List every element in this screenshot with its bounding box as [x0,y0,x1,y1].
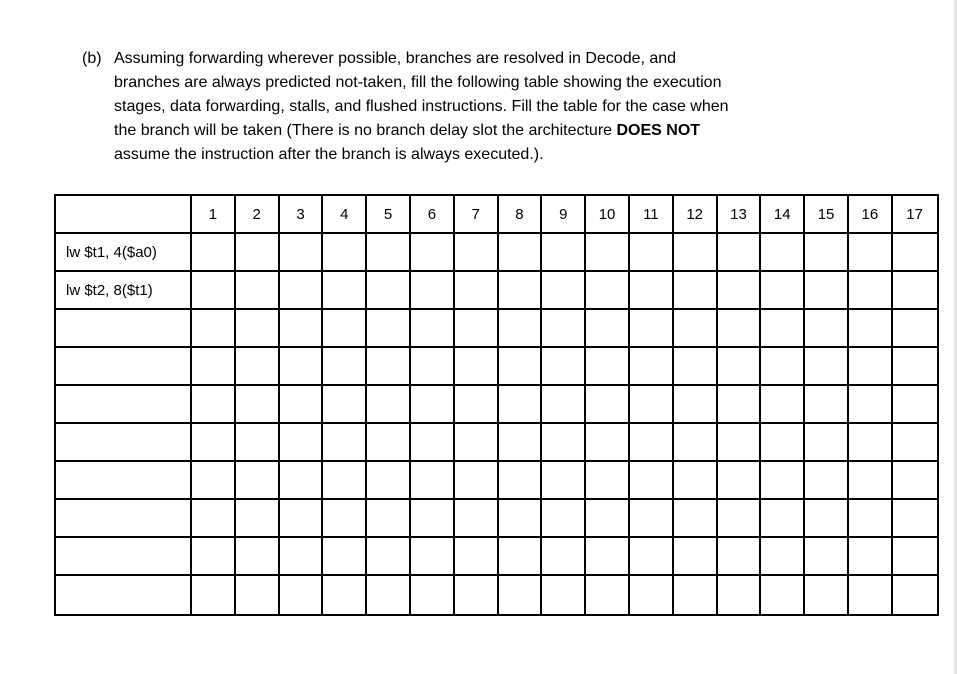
stage-cell[interactable] [411,424,455,462]
pipeline-execution-table [54,194,939,616]
cycle-header-10: 10 [586,196,630,234]
stage-cell[interactable] [761,500,805,538]
stage-cell[interactable] [893,386,937,424]
stage-cell[interactable] [761,538,805,576]
stage-cell[interactable] [586,576,630,614]
stage-cell[interactable] [192,538,236,576]
instruction-cell[interactable] [56,310,192,348]
stage-cell[interactable] [411,234,455,272]
stage-cell[interactable] [280,424,324,462]
cycle-header-3: 3 [280,196,324,234]
stage-cell[interactable] [280,348,324,386]
stage-cell[interactable] [323,310,367,348]
stage-cell[interactable] [411,348,455,386]
stage-cell[interactable] [718,234,762,272]
stage-cell[interactable] [280,576,324,614]
stage-cell[interactable] [586,424,630,462]
stage-cell[interactable] [280,272,324,310]
stage-cell[interactable] [630,424,674,462]
stage-cell[interactable] [411,538,455,576]
cycle-header-12: 12 [674,196,718,234]
cycle-header-7: 7 [455,196,499,234]
stage-cell[interactable] [718,348,762,386]
stage-cell[interactable] [805,386,849,424]
cycle-header-13: 13 [718,196,762,234]
stage-cell[interactable] [455,234,499,272]
stage-cell[interactable] [718,500,762,538]
stage-cell[interactable] [586,310,630,348]
stage-cell[interactable] [674,576,718,614]
stage-cell[interactable] [805,424,849,462]
stage-cell[interactable] [761,234,805,272]
stage-cell[interactable] [323,348,367,386]
cycle-header-16: 16 [849,196,893,234]
stage-cell[interactable] [542,310,586,348]
stage-cell[interactable] [455,386,499,424]
stage-cell[interactable] [805,272,849,310]
stage-cell[interactable] [849,462,893,500]
stage-cell[interactable] [761,424,805,462]
stage-cell[interactable] [542,538,586,576]
cycle-header-4: 4 [323,196,367,234]
stage-cell[interactable] [849,272,893,310]
stage-cell[interactable] [499,234,543,272]
stage-cell[interactable] [367,462,411,500]
stage-cell[interactable] [849,424,893,462]
stage-cell[interactable] [499,576,543,614]
stage-cell[interactable] [323,424,367,462]
instruction-cell[interactable] [56,462,192,500]
table-header-row [56,196,937,234]
stage-cell[interactable] [805,576,849,614]
question-line-3: stages, data forwarding, stalls, and flushed instructions. Fill the table for the case when [114,98,729,115]
stage-cell[interactable] [630,310,674,348]
stage-cell[interactable] [542,348,586,386]
stage-cell[interactable] [542,272,586,310]
table-row [56,234,937,272]
stage-cell[interactable] [411,576,455,614]
question-text [82,47,842,167]
stage-cell[interactable] [586,462,630,500]
instruction-cell[interactable] [56,500,192,538]
question-line-4-bold: DOES NOT [616,122,701,139]
stage-cell[interactable] [718,538,762,576]
stage-cell[interactable] [411,310,455,348]
stage-cell[interactable] [849,234,893,272]
cycle-header-14: 14 [761,196,805,234]
stage-cell[interactable] [893,424,937,462]
stage-cell[interactable] [236,500,280,538]
stage-cell[interactable] [499,386,543,424]
table-row [56,348,937,386]
stage-cell[interactable] [674,462,718,500]
question-body [114,47,842,167]
stage-cell[interactable] [674,424,718,462]
stage-cell[interactable] [499,424,543,462]
stage-cell[interactable] [761,576,805,614]
stage-cell[interactable] [192,576,236,614]
table-row [56,424,937,462]
stage-cell[interactable] [192,462,236,500]
stage-cell[interactable] [718,272,762,310]
instruction-cell[interactable] [56,348,192,386]
stage-cell[interactable] [367,386,411,424]
stage-cell[interactable] [455,310,499,348]
stage-cell[interactable] [805,500,849,538]
instruction-cell[interactable] [56,386,192,424]
stage-cell[interactable] [280,234,324,272]
stage-cell[interactable] [586,348,630,386]
stage-cell[interactable] [192,386,236,424]
stage-cell[interactable] [630,576,674,614]
cycle-header-8: 8 [499,196,543,234]
table-row [56,386,937,424]
stage-cell[interactable] [586,234,630,272]
table-row [56,576,937,614]
stage-cell[interactable] [805,310,849,348]
stage-cell[interactable] [323,234,367,272]
stage-cell[interactable] [323,386,367,424]
stage-cell[interactable] [674,310,718,348]
instruction-cell[interactable] [56,576,192,614]
stage-cell[interactable] [367,234,411,272]
stage-cell[interactable] [586,500,630,538]
stage-cell[interactable] [192,272,236,310]
stage-cell[interactable] [718,310,762,348]
stage-cell[interactable] [630,348,674,386]
table-row [56,310,937,348]
stage-cell[interactable] [542,386,586,424]
stage-cell[interactable] [280,462,324,500]
question-line-4-prefix: the branch will be taken (There is no branch delay slot the architecture [114,122,617,139]
stage-cell[interactable] [367,272,411,310]
question-label: (b) [82,50,102,67]
stage-cell[interactable] [280,386,324,424]
stage-cell[interactable] [499,310,543,348]
stage-cell[interactable] [761,348,805,386]
cycle-header-17: 17 [893,196,937,234]
stage-cell[interactable] [805,348,849,386]
stage-cell[interactable] [192,424,236,462]
stage-cell[interactable] [849,538,893,576]
stage-cell[interactable] [236,386,280,424]
stage-cell[interactable] [236,272,280,310]
cycle-header-2: 2 [236,196,280,234]
stage-cell[interactable] [630,272,674,310]
stage-cell[interactable] [718,576,762,614]
stage-cell[interactable] [367,424,411,462]
stage-cell[interactable] [893,538,937,576]
cycle-header-9: 9 [542,196,586,234]
stage-cell[interactable] [367,500,411,538]
stage-cell[interactable] [192,234,236,272]
stage-cell[interactable] [411,462,455,500]
question-line-5: assume the instruction after the branch is always executed.). [114,146,544,163]
stage-cell[interactable] [542,462,586,500]
stage-cell[interactable] [849,500,893,538]
stage-cell[interactable] [674,272,718,310]
stage-cell[interactable] [323,576,367,614]
stage-cell[interactable] [542,500,586,538]
stage-cell[interactable] [455,348,499,386]
stage-cell[interactable] [323,500,367,538]
stage-cell[interactable] [893,576,937,614]
stage-cell[interactable] [849,386,893,424]
cycle-header-15: 15 [805,196,849,234]
stage-cell[interactable] [674,500,718,538]
stage-cell[interactable] [236,234,280,272]
table-row [56,272,937,310]
stage-cell[interactable] [455,538,499,576]
table-row [56,462,937,500]
stage-cell[interactable] [236,424,280,462]
stage-cell[interactable] [499,538,543,576]
stage-cell[interactable] [630,462,674,500]
stage-cell[interactable] [367,538,411,576]
stage-cell[interactable] [236,538,280,576]
cycle-header-5: 5 [367,196,411,234]
instruction-cell[interactable] [56,538,192,576]
stage-cell[interactable] [718,386,762,424]
stage-cell[interactable] [411,500,455,538]
stage-cell[interactable] [192,348,236,386]
stage-cell[interactable] [455,462,499,500]
stage-cell[interactable] [630,234,674,272]
stage-cell[interactable] [455,424,499,462]
stage-cell[interactable] [236,348,280,386]
stage-cell[interactable] [674,234,718,272]
stage-cell[interactable] [586,272,630,310]
stage-cell[interactable] [849,348,893,386]
table-corner-cell [56,196,192,234]
stage-cell[interactable] [236,310,280,348]
stage-cell[interactable] [761,462,805,500]
question-line-4 [114,119,842,143]
stage-cell[interactable] [718,424,762,462]
stage-cell[interactable] [236,462,280,500]
stage-cell[interactable] [761,310,805,348]
instruction-cell[interactable]: lw $t2, 8($t1) [56,272,192,310]
stage-cell[interactable] [499,500,543,538]
stage-cell[interactable] [761,272,805,310]
stage-cell[interactable] [805,462,849,500]
stage-cell[interactable] [192,310,236,348]
stage-cell[interactable] [367,310,411,348]
stage-cell[interactable] [630,500,674,538]
stage-cell[interactable] [893,310,937,348]
stage-cell[interactable] [323,272,367,310]
instruction-cell[interactable]: lw $t1, 4($a0) [56,234,192,272]
stage-cell[interactable] [893,462,937,500]
stage-cell[interactable] [542,576,586,614]
stage-cell[interactable] [367,348,411,386]
stage-cell[interactable] [280,500,324,538]
stage-cell[interactable] [367,576,411,614]
stage-cell[interactable] [893,272,937,310]
cycle-header-6: 6 [411,196,455,234]
stage-cell[interactable] [455,272,499,310]
stage-cell[interactable] [455,576,499,614]
stage-cell[interactable] [323,538,367,576]
stage-cell[interactable] [586,386,630,424]
stage-cell[interactable] [805,538,849,576]
question-line-2: branches are always predicted not-taken, fill the following table showing the execution [114,74,722,91]
stage-cell[interactable] [455,500,499,538]
stage-cell[interactable] [630,386,674,424]
stage-cell[interactable] [280,538,324,576]
stage-cell[interactable] [280,310,324,348]
stage-cell[interactable] [192,500,236,538]
stage-cell[interactable] [674,348,718,386]
stage-cell[interactable] [499,348,543,386]
stage-cell[interactable] [761,386,805,424]
stage-cell[interactable] [411,386,455,424]
stage-cell[interactable] [586,538,630,576]
table-row [56,500,937,538]
stage-cell[interactable] [718,462,762,500]
stage-cell[interactable] [499,462,543,500]
cycle-header-11: 11 [630,196,674,234]
stage-cell[interactable] [323,462,367,500]
stage-cell[interactable] [542,234,586,272]
stage-cell[interactable] [805,234,849,272]
cycle-header-1: 1 [192,196,236,234]
stage-cell[interactable] [849,576,893,614]
question-line-1: Assuming forwarding wherever possible, branches are resolved in Decode, and [114,50,677,67]
stage-cell[interactable] [236,576,280,614]
table-row [56,538,937,576]
stage-cell[interactable] [674,386,718,424]
stage-cell[interactable] [411,272,455,310]
stage-cell[interactable] [893,234,937,272]
stage-cell[interactable] [893,500,937,538]
stage-cell[interactable] [630,538,674,576]
stage-cell[interactable] [893,348,937,386]
stage-cell[interactable] [674,538,718,576]
stage-cell[interactable] [849,310,893,348]
instruction-cell[interactable] [56,424,192,462]
stage-cell[interactable] [542,424,586,462]
stage-cell[interactable] [499,272,543,310]
